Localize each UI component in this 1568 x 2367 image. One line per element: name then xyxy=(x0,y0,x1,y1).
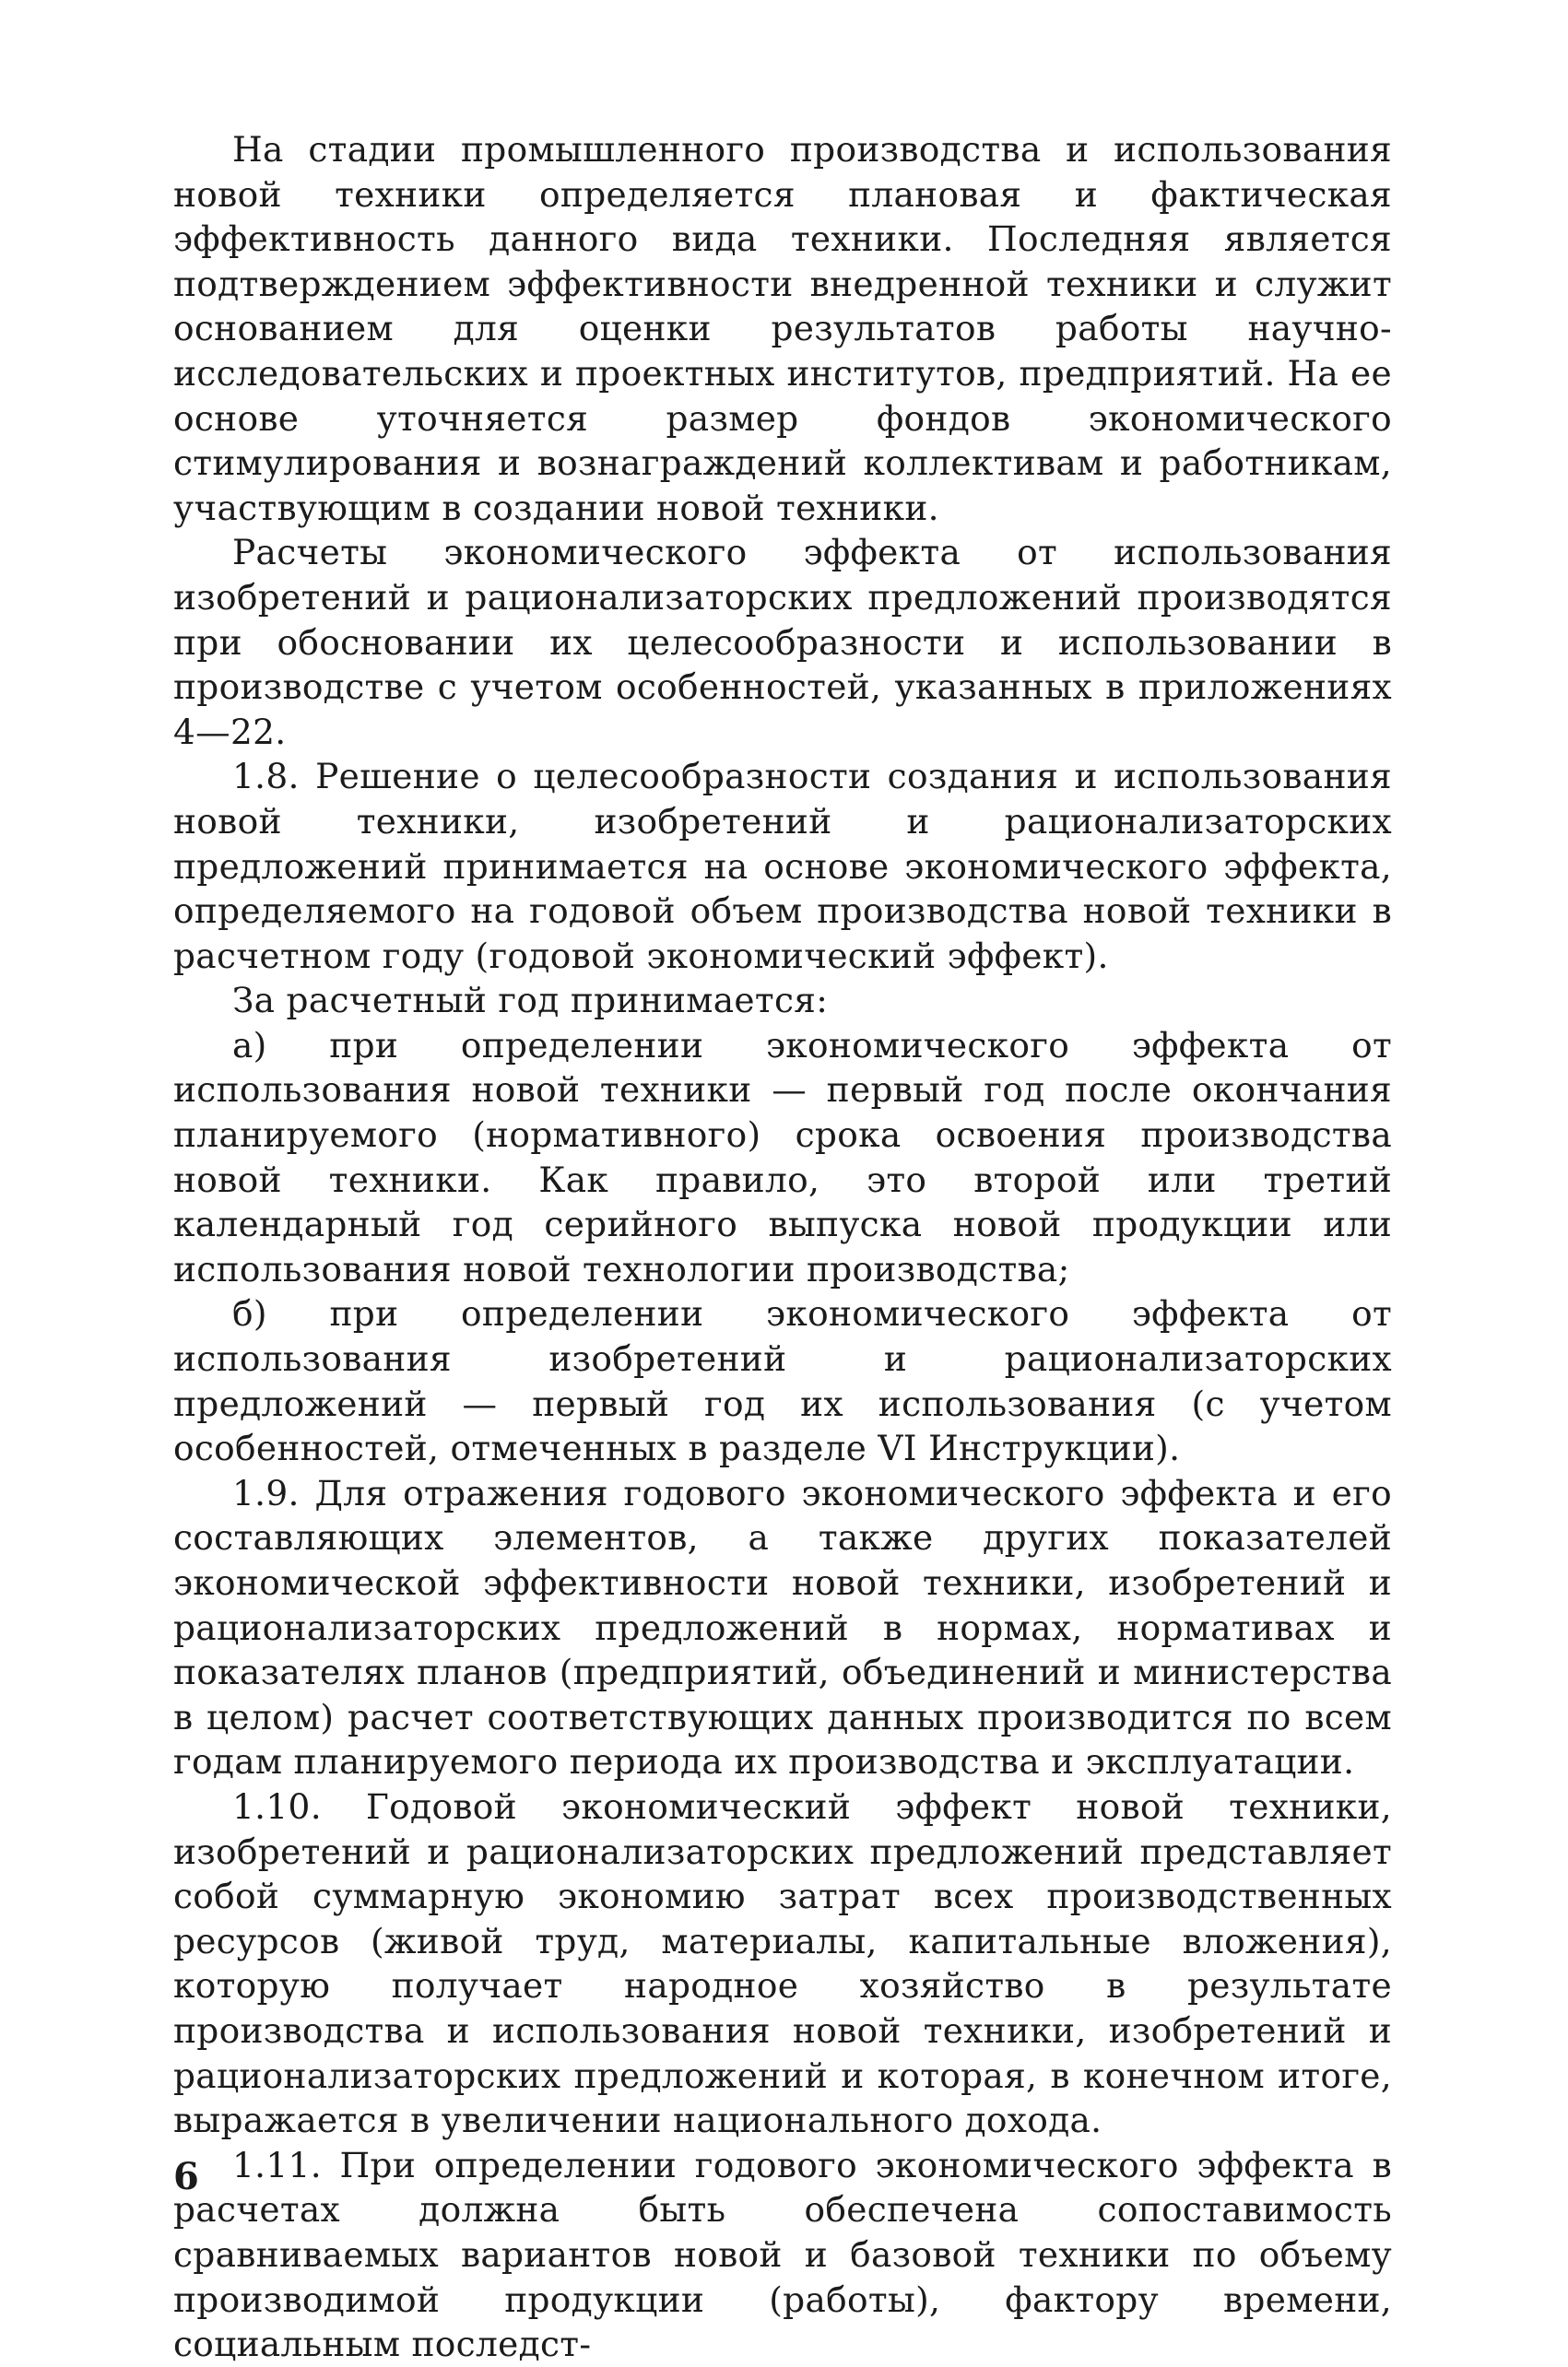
paragraph-1-10: 1.10. Годовой экономический эффект новой техники, изобретений и рационализаторских предложений представляет собой суммарную экономию затрат всех производственных ресурсов (живой труд, материалы, капитальные вложения), которую получает народное хозяйство в результате производства и использования новой техники, изобретений и рационализаторских предложений и которая, в конечном итоге, выражается в увеличении национального дохода. xyxy=(173,1785,1392,2141)
paragraph-1: На стадии промышленного производства и использования новой техники определяется плановая и фактическая эффективность данного вида техники. Последняя является подтверждением эффективности внедренной техники и служит основанием для оценки результатов работы научно-исследовательских и проектных институтов, предприятий. На ее основе уточняется размер фондов экономического стимулирования и вознаграждений коллективам и работникам, участвующим в создании новой техники. xyxy=(173,129,1392,528)
paragraph-1-11: 1.11. При определении годового экономического эффекта в расчетах должна быть обеспечена сопоставимость сравниваемых вариантов новой и базовой техники по объему производимой продукции (работы), фактору времени, социальным последст- xyxy=(173,2144,1392,2365)
paragraph-2: Расчеты экономического эффекта от использования изобретений и рационализаторских предложений производятся при обосновании их целесообразности и использовании в производстве с учетом особенностей, указанных в приложениях 4—22. xyxy=(173,532,1392,752)
page-body xyxy=(173,127,1392,2367)
paragraph-1-8: 1.8. Решение о целесообразности создания и использования новой техники, изобретений и рационализаторских предложений принимается на основе экономического эффекта, определяемого на годовой объем производства новой техники в расчетном году (годовой экономический эффект). xyxy=(173,756,1392,976)
paragraph-item-a: а) при определении экономического эффекта от использования новой техники — первый год после окончания планируемого (нормативного) срока освоения производства новой техники. Как правило, это второй или третий календарный год серийного выпуска новой продукции или использования новой технологии производства; xyxy=(173,1024,1392,1289)
paragraph-1-9: 1.9. Для отражения годового экономического эффекта и его составляющих элементов, а также других показателей экономической эффективности новой техники, изобретений и рационализаторских предложений в нормах, нормативах и показателях планов (предприятий, объединений и министерства в целом) расчет соответствующих данных производится по всем годам планируемого периода их производства и эксплуатации. xyxy=(173,1472,1392,1783)
paragraph-item-b: б) при определении экономического эффекта от использования изобретений и рационализаторских предложений — первый год их использования (с учетом особенностей, отмеченных в разделе VI Инструкции). xyxy=(173,1293,1392,1469)
paragraph-calc-year: За расчетный год принимается: xyxy=(232,980,829,1021)
page-number: 6 xyxy=(173,2155,199,2198)
